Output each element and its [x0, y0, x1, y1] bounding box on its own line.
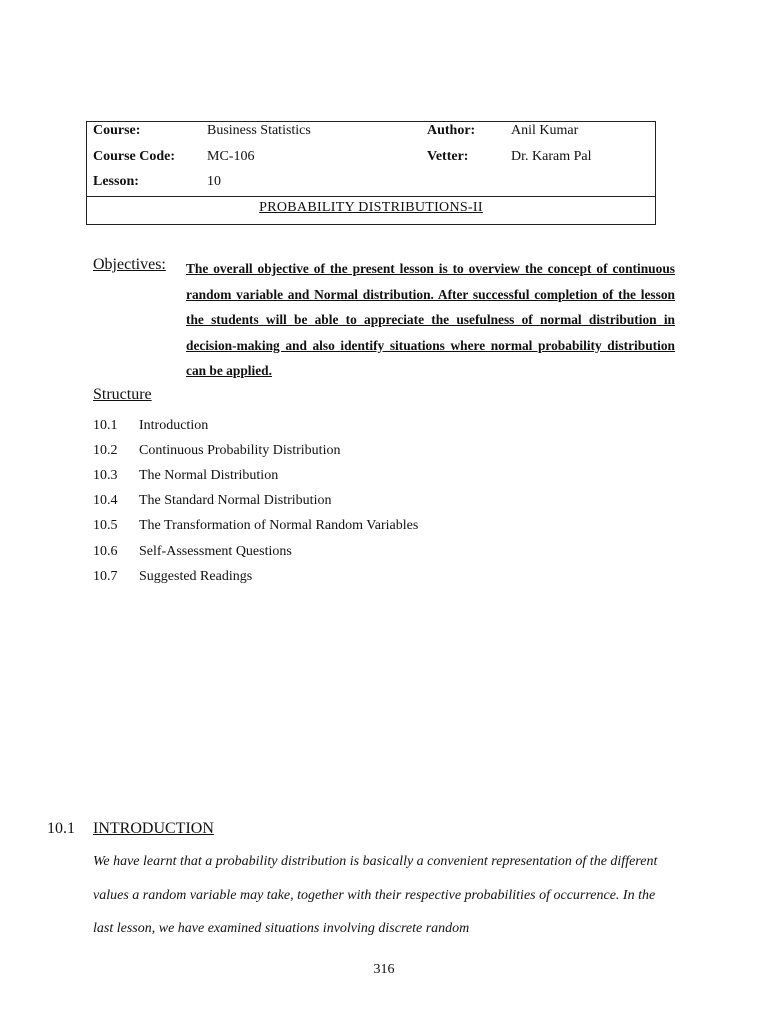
list-item-label: The Standard Normal Distribution — [139, 493, 332, 509]
vetter-value: Dr. Karam Pal — [511, 149, 592, 164]
course-label: Course: — [93, 123, 141, 138]
list-item-number: 10.5 — [93, 518, 118, 534]
course-code-label: Course Code: — [93, 149, 176, 164]
course-info-table — [86, 121, 656, 225]
lesson-title: PROBABILITY DISTRIBUTIONS-II — [259, 200, 483, 215]
structure-list — [93, 413, 418, 589]
author-value: Anil Kumar — [511, 123, 579, 138]
list-item-label: The Transformation of Normal Random Variables — [139, 518, 419, 534]
course-value: Business Statistics — [207, 123, 311, 138]
list-item-label: Suggested Readings — [139, 568, 253, 584]
list-item-number: 10.7 — [93, 568, 118, 584]
section-title: INTRODUCTION — [93, 820, 214, 837]
list-item — [93, 514, 418, 539]
list-item — [93, 539, 418, 564]
course-code-value: MC-106 — [207, 149, 255, 164]
objectives-text: The overall objective of the present lesson is to overview the concept of continuous random variable and Normal distribution. After successful completion of the lesson the students will be able to appreciate the usefulness of normal distribution in decision-making and also identify situations where normal probability distribution can be applied. — [186, 261, 675, 378]
list-item — [93, 413, 418, 438]
list-item-number: 10.1 — [93, 417, 118, 433]
page-number: 316 — [373, 962, 395, 977]
objectives-label: Objectives: — [93, 256, 166, 273]
list-item-number: 10.2 — [93, 442, 118, 458]
list-item-number: 10.3 — [93, 467, 118, 483]
list-item — [93, 564, 418, 589]
vetter-label: Vetter: — [427, 149, 469, 164]
list-item-label: Continuous Probability Distribution — [139, 442, 341, 458]
list-item — [93, 463, 418, 488]
list-item-label: The Normal Distribution — [139, 467, 279, 483]
lesson-label: Lesson: — [93, 174, 139, 189]
list-item-number: 10.4 — [93, 493, 118, 509]
list-item — [93, 438, 418, 463]
list-item-label: Self-Assessment Questions — [139, 543, 292, 559]
list-item-number: 10.6 — [93, 543, 118, 559]
structure-heading: Structure — [93, 386, 152, 403]
section-body: We have learnt that a probability distribution is basically a convenient representation of the different values a random variable may take, together with their respective probabilities of occurrence. In the last lesson, we have examined situations involving discrete random — [93, 854, 658, 936]
list-item-label: Introduction — [139, 417, 209, 433]
author-label: Author: — [427, 123, 476, 138]
table-divider — [87, 196, 655, 197]
section-number: 10.1 — [47, 820, 75, 837]
list-item — [93, 489, 418, 514]
lesson-value: 10 — [207, 174, 221, 189]
